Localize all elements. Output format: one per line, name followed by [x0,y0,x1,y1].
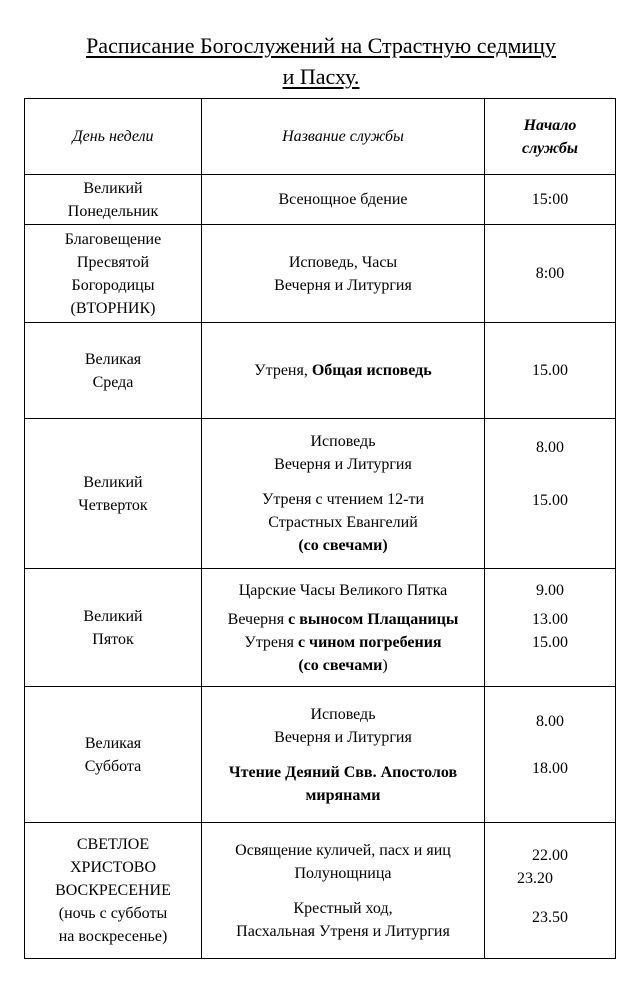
header-row [25,99,616,175]
table-row [25,687,616,823]
day-cell: Великий Пяток [25,569,202,687]
day-cell: Великая Суббота [25,687,202,823]
day-cell: СВЕТЛОЕ ХРИСТОВО ВОСКРЕСЕНИЕ (ночь с субботы на воскресенье) [25,823,202,959]
service-cell: Всенощное бдение [202,175,485,225]
table-row [25,225,616,323]
time-cell: 15:00 [485,175,616,225]
service-cell: Утреня, Общая исповедь [202,323,485,419]
time-cell: 8.00 15.00 [485,419,616,569]
table-row [25,569,616,687]
header-service: Название службы [202,99,485,175]
service-cell: Исповедь Вечерня и Литургия Утреня с чтением 12-ти Страстных Евангелий (со свечами) [202,419,485,569]
header-day: День недели [25,99,202,175]
day-cell: Благовещение Пресвятой Богородицы (ВТОРНИК) [25,225,202,323]
day-cell: Великий Четверток [25,419,202,569]
table-row [25,175,616,225]
day-cell: Великая Среда [25,323,202,419]
table-row [25,323,616,419]
service-cell: Исповедь Вечерня и Литургия Чтение Деяний Свв. Апостолов мирянами [202,687,485,823]
table-row [25,823,616,959]
page-title [0,30,642,92]
day-cell: Великий Понедельник [25,175,202,225]
title-line-1: Расписание Богослужений на Страстную седмицу [86,33,556,58]
time-cell: 15.00 [485,323,616,419]
title-line-2: и Пасху. [282,64,360,89]
service-cell: Освящение куличей, пасх и яиц Полунощница Крестный ход, Пасхальная Утреня и Литургия [202,823,485,959]
service-cell: Исповедь, Часы Вечерня и Литургия [202,225,485,323]
header-start: Начало службы [485,99,616,175]
table-row [25,419,616,569]
service-cell: Царские Часы Великого Пятка Вечерня с выносом Плащаницы Утреня с чином погребения (со свечами) [202,569,485,687]
time-cell: 22.00 23.20 23.50 [485,823,616,959]
time-cell: 9.00 13.00 15.00 [485,569,616,687]
time-cell: 8:00 [485,225,616,323]
schedule-table [24,98,616,959]
time-cell: 8.00 18.00 [485,687,616,823]
